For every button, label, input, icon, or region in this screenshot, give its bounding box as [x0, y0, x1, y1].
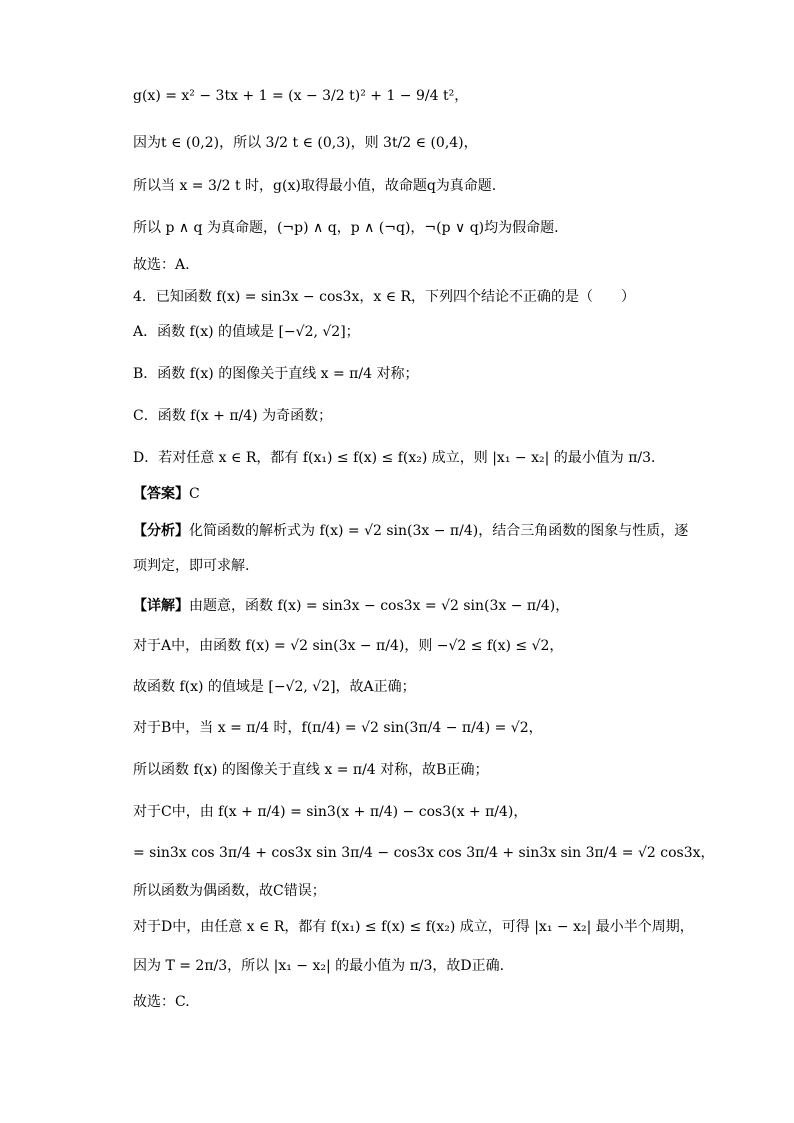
detail-line-a: 对于A中，由函数 f(x) = √2 sin(3x − π/4)，则 −√2 ≤ f(x) ≤ √2， [133, 638, 564, 654]
analysis-label: 【分析】 [133, 522, 189, 538]
detail-line-c: 对于C中，由 f(x + π/4) = sin3(x + π/4) − cos3(x + π/4)， [133, 804, 528, 820]
detail-line-c-even: 所以函数为偶函数，故C错误； [133, 883, 326, 899]
option-b: B．函数 f(x) 的图像关于直线 x = π/4 对称； [133, 366, 419, 382]
analysis-line [133, 520, 688, 541]
solution-line-logic: 所以 p ∧ q 为真命题，(¬p) ∧ q，p ∧ (¬q)，¬(p ∨ q)均为假命题. [133, 220, 559, 236]
choice-line-c: 故选：C. [133, 994, 190, 1010]
detail-line-d-period: 因为 T = 2π/3，所以 |x₁ − x₂| 的最小值为 π/3，故D正确. [133, 958, 505, 974]
solution-line-min-value: 所以当 x = 3/2 t 时，g(x)取得最小值，故命题q为真命题. [133, 178, 497, 194]
detail-label: 【详解】 [133, 597, 189, 613]
detail-line [133, 595, 569, 616]
detail-text: 由题意，函数 f(x) = sin3x − cos3x = √2 sin(3x − π/4)， [189, 598, 570, 614]
detail-line-b: 对于B中，当 x = π/4 时，f(π/4) = √2 sin(3π/4 − π/4) = √2， [133, 720, 543, 736]
option-d: D．若对任意 x ∈ R，都有 f(x₁) ≤ f(x) ≤ f(x₂) 成立，则 |x₁ − x₂| 的最小值为 π/3． [133, 450, 666, 466]
answer-label: 【答案】 [133, 485, 189, 501]
detail-line-b-symmetry: 所以函数 f(x) 的图像关于直线 x = π/4 对称，故B正确； [133, 762, 489, 778]
solution-line-g-formula: g(x) = x² − 3tx + 1 = (x − 3/2 t)² + 1 − 9/4 t²， [133, 88, 469, 104]
detail-line-a-range: 故函数 f(x) 的值域是 [−√2, √2]，故A正确； [133, 679, 416, 695]
answer-line [133, 483, 200, 504]
option-a: A．函数 f(x) 的值域是 [−√2, √2]； [133, 324, 360, 340]
answer-value: C [189, 486, 200, 502]
analysis-text: 化简函数的解析式为 f(x) = √2 sin(3x − π/4)，结合三角函数的图象与性质，逐 [189, 523, 689, 539]
choice-line-a: 故选：A. [133, 257, 190, 273]
solution-line-t-range: 因为t ∈ (0,2)，所以 3/2 t ∈ (0,3)，则 3t/2 ∈ (0,4)， [133, 135, 478, 151]
detail-line-d: 对于D中，由任意 x ∈ R，都有 f(x₁) ≤ f(x) ≤ f(x₂) 成立，可得 |x₁ − x₂| 最小半个周期， [133, 919, 694, 935]
option-c: C．函数 f(x + π/4) 为奇函数； [133, 408, 333, 424]
analysis-line-2: 项判定，即可求解. [133, 558, 250, 574]
detail-line-c-expand: = sin3x cos 3π/4 + cos3x sin 3π/4 − cos3x cos 3π/4 + sin3x sin 3π/4 = √2 cos3x， [133, 845, 715, 861]
question-4-stem: 4．已知函数 f(x) = sin3x − cos3x，x ∈ R，下列四个结论不正确的是（ ） [133, 289, 636, 305]
